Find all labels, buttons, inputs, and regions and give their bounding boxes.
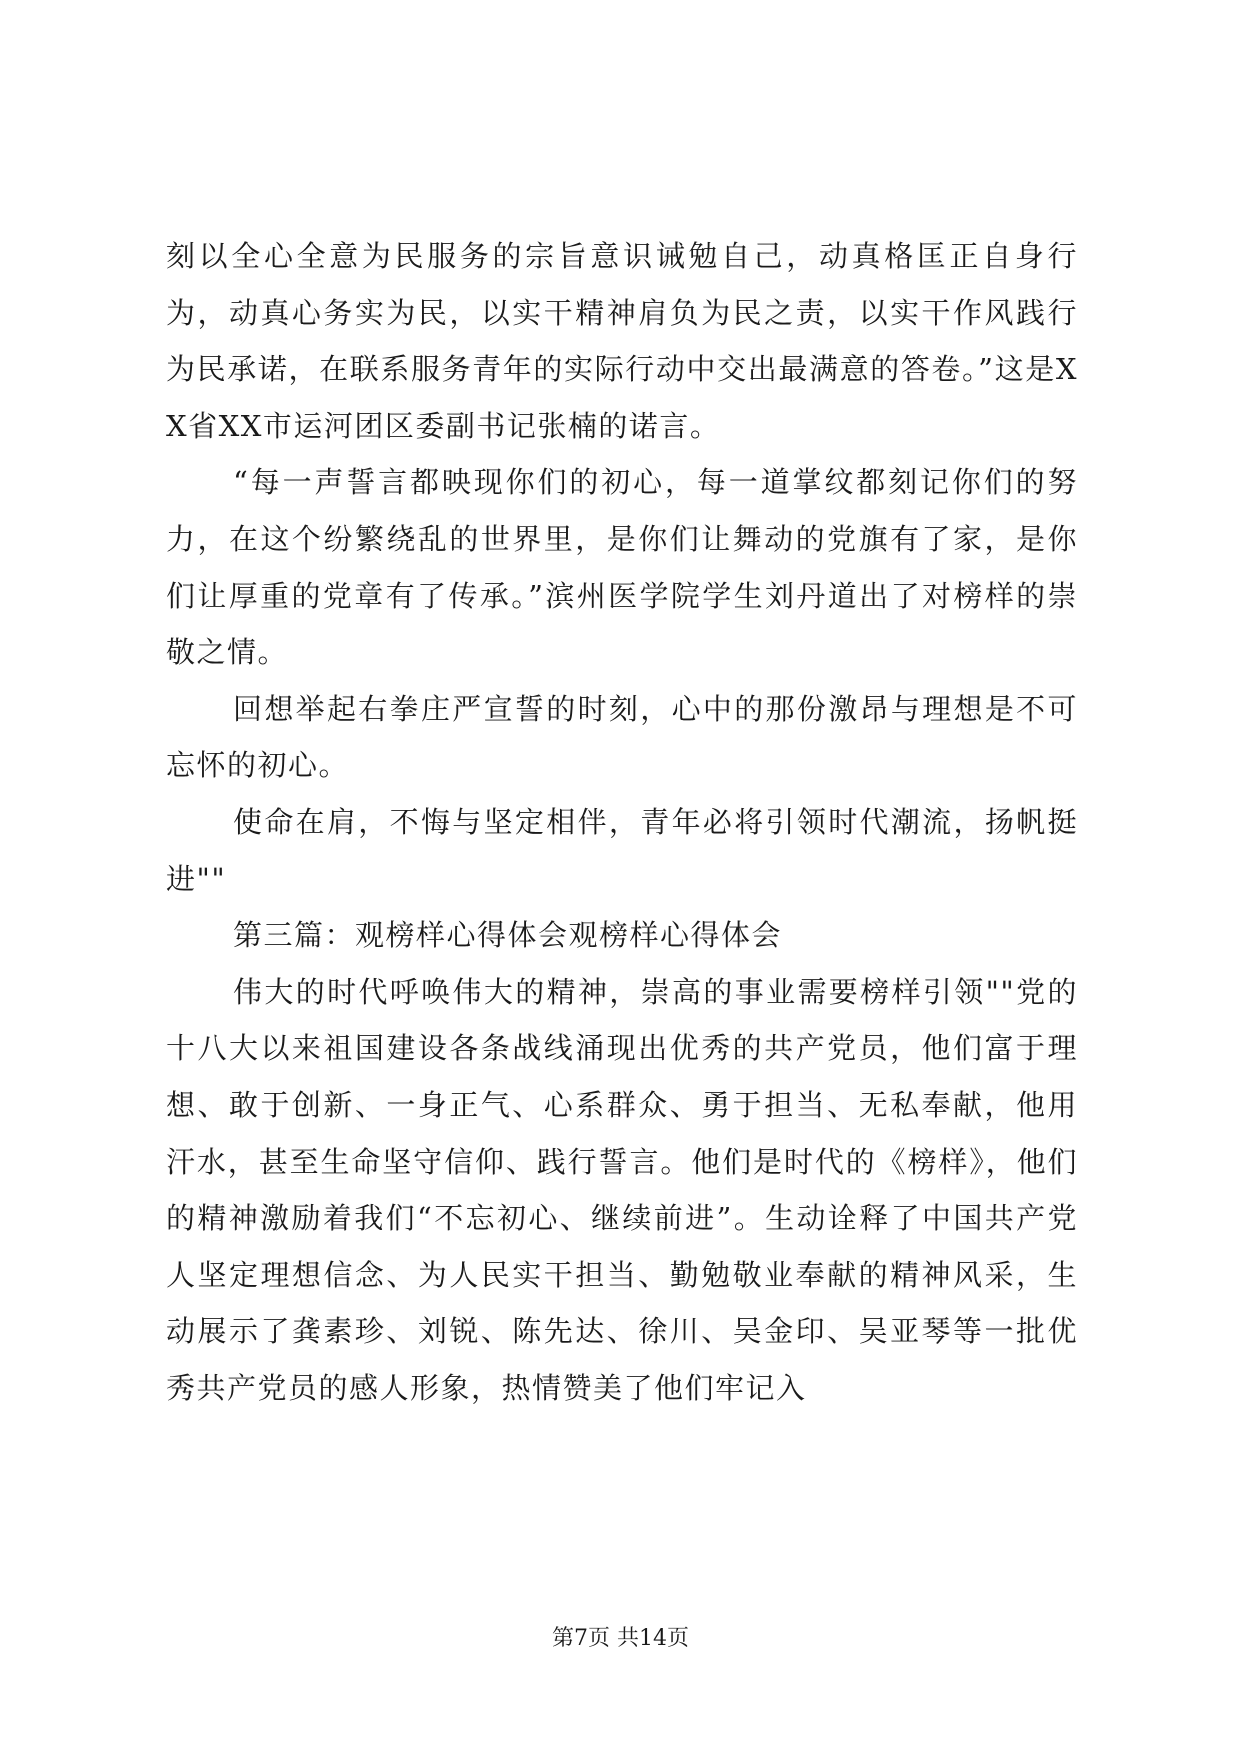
paragraph-mission: 使命在肩，不悔与坚定相伴，青年必将引领时代潮流，扬帆挺进"" [166,804,1078,896]
document-body [166,228,1078,1416]
paragraph-great-era: 伟大的时代呼唤伟大的精神，崇高的事业需要榜样引领""党的十八大以来祖国建设各条战线涌现出优秀的共产党员，他们富于理想、敢于创新、一身正气、心系群众、勇于担当、无私奉献，他用汗水，甚至生命坚守信仰、践行誓言。他们是时代的《榜样》，他们的精神激励着我们“不忘初心、继续前进”。生动诠释了中国共产党人坚定理想信念、为人民实干担当、勤勉敬业奉献的精神风采，生动展示了龚素珍、刘锐、陈先达、徐川、吴金印、吴亚琴等一批优秀共产党员的感人形象，热情赞美了他们牢记入 [166,974,1078,1405]
page-number-footer: 第7页 共14页 [552,1626,689,1651]
paragraph-quote-liudan: “每一声誓言都映现你们的初心，每一道掌纹都刻记你们的努力，在这个纷繁绕乱的世界里，是你们让舞动的党旗有了家，是你们让厚重的党章有了传承。”滨州医学院学生刘丹道出了对榜样的崇敬之情。 [166,465,1078,670]
section-heading: 第三篇：观榜样心得体会观榜样心得体会 [233,918,783,953]
paragraph-oath-memory: 回想举起右拳庄严宣誓的时刻，心中的那份激昂与理想是不可忘怀的初心。 [166,691,1078,783]
paragraph-continuation: 刻以全心全意为民服务的宗旨意识诫勉自己，动真格匡正自身行为，动真心务实为民，以实干精神肩负为民之责，以实干作风践行为民承诺，在联系服务青年的实际行动中交出最满意的答卷。”这是XX省XX市运河团区委副书记张楠的诺言。 [166,239,1078,443]
